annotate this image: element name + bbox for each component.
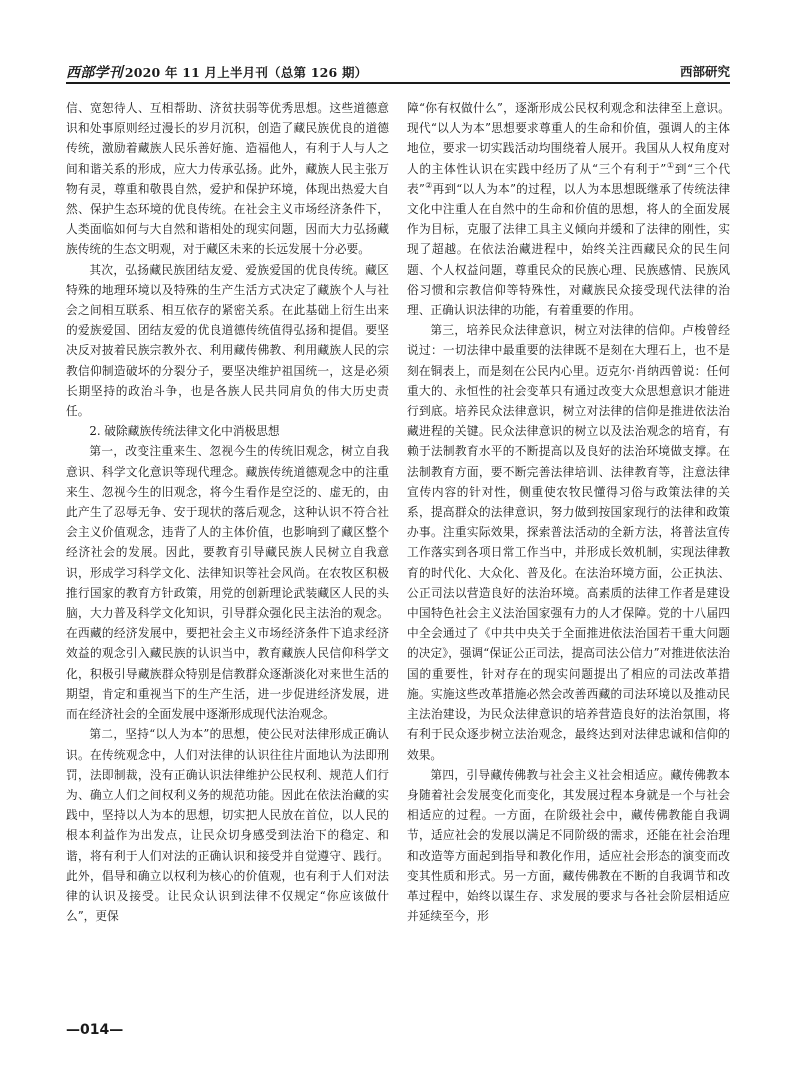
- left-paragraph-3: 第一，改变注重来生、忽视今生的传统旧观念，树立自我意识、科学文化意识等现代理念。藏族传统道德观念中的注重来生、忽视今生的旧观念，将今生看作是空泛的、虚无的，由此产生了忍辱无争、安于现状的落后观念，这种认识不符合社会主义价值观念，违背了人的主体价值，也影响到了藏区整个经济社会的发展。因此，要教育引导藏民族人民树立自我意识，形成学习科学文化、法律知识等社会风尚。在农牧区积极推行国家的教育方针政策，用党的创新理论武装藏区人民的头脑，大力普及科学文化知识，引导群众强化民主法治的观念。在西藏的经济发展中，要把社会主义市场经济条件下追求经济效益的观念引入藏民族的认识当中，教育藏族人民信仰科学文化，积极引导藏族群众特别是信教群众逐渐淡化对来世生活的期望，肯定和重视当下的生产生活，进一步促进经济发展，进而在经济社会的全面发展中逐渐形成现代法治观念。: [66, 444, 389, 722]
- footnote-ref-2[interactable]: ②: [424, 180, 433, 190]
- right-paragraph-3: 第四，引导藏传佛教与社会主义社会相适应。藏传佛教本身随着社会发展变化而变化，其发展过程本身就是一个与社会相适应的过程。一方面，在阶级社会中，藏传佛教能自我调节，适应社会的发展以满足不同阶级的需求，还能在社会治理和改造等方面起到指导和教化作用，适应社会形态的演变而改变其性质和形式。另一方面，藏传佛教在不断的自我调节和改革过程中，始终以谋生存、求发展的要求与各社会阶层相适应并延续至今，形: [407, 767, 730, 924]
- right-paragraph-1: [407, 98, 730, 320]
- right-column: [407, 98, 730, 926]
- section-title: 西部研究: [679, 64, 730, 79]
- page-number: —014—: [66, 1022, 124, 1038]
- left-paragraph-2: 其次，弘扬藏民族团结友爱、爱族爱国的优良传统。藏区特殊的地理环境以及特殊的生产生活方式决定了藏族个人与社会之间相互联系、相互依存的紧密关系。在此基础上衍生出来的爱族爱国、团结友爱的优良道德传统值得弘扬和提倡。要坚决反对披着民族宗教外衣、利用藏传佛教、利用藏族人民的宗教信仰制造破坏的分裂分子，要坚决维护祖国统一，这是必须长期坚持的政治斗争，也是各族人民共同肩负的伟大历史责任。: [66, 262, 389, 419]
- left-paragraph-1: 信、宽恕待人、互相帮助、济贫扶弱等优秀思想。这些道德意识和处事原则经过漫长的岁月沉积，创造了藏民族优良的道德传统，激励着藏族人民乐善好施、造福他人，有利于人与人之间和谐关系的形成，应大力传承弘扬。此外，藏族人民主张万物有灵，尊重和敬畏自然，爱护和保护环境，体现出热爱大自然、保护生态环境的优良传统。在社会主义市场经济条件下，人类面临如何与大自然和谐相处的现实问题，因而大力弘扬藏族传统的生态文明观，对于藏区未来的长远发展十分必要。: [66, 101, 389, 257]
- left-column: [66, 98, 389, 926]
- page-header: [66, 60, 730, 82]
- issue-info: 2020 年 11 月上半月刊（总第 126 期）: [124, 65, 368, 80]
- footnote-ref-1[interactable]: ①: [666, 160, 675, 170]
- left-paragraph-4: 第二，坚持“以人为本”的思想，使公民对法律形成正确认识。在传统观念中，人们对法律的认识往往片面地认为法即刑罚，法即制裁，没有正确认识法律维护公民权利、规范人们行为、确立人们之间权利义务的规范功能。因此在依法治藏的实践中，坚持以人为本的思想，切实把人民放在首位，以人民的根本利益作为出发点，让民众切身感受到法治下的稳定、和谐，将有利于人们对法的正确认识和接受并自觉遵守、践行。此外，倡导和确立以权利为核心的价值观，也有利于人们对法律的认识及接受。让民众认识到法律不仅规定“你应该做什么”，更保: [66, 727, 389, 924]
- journal-logo: 西部学刊: [66, 65, 123, 81]
- right-paragraph-2: 第三，培养民众法律意识，树立对法律的信仰。卢梭曾经说过：一切法律中最重要的法律既不是刻在大理石上，也不是刻在铜表上，而是刻在公民内心里。迈克尔·肖纳西曾说：任何重大的、永恒性的社会变革只有通过改变大众思想意识才能进行到底。培养民众法律意识，树立对法律的信仰是推进依法治藏进程的关键。民众法律意识的树立以及法治观念的培育，有赖于法制教育水平的不断提高以及良好的法治环境做支撑。在法制教育方面，要不断完善法律培训、法律教育等，注意法律宣传内容的针对性，侧重使农牧民懂得习俗与政策法律的关系，提高群众的法律意识，努力做到按国家现行的法律和政策办事。注重实际效果，探索普法活动的全新方法，将普法宣传工作落实到各项日常工作当中，并形成长效机制，实现法律教育的时代化、大众化、普及化。在法治环境方面，公正执法、公正司法以营造良好的法治环境。高素质的法律工作者是建设中国特色社会主义法治国家强有力的人才保障。党的十八届四中全会通过了《中共中央关于全面推进依法治国若干重大问题的决定》，强调“保证公正司法，提高司法公信力”对推进依法治国的重要性，针对存在的现实问题提出了相应的司法改革措施。实施这些改革措施必然会改善西藏的司法环境以及推动民主法治建设，为民众法律意识的培养营造良好的法治氛围，将有利于民众逐步树立法治观念，最终达到对法律忠诚和信仰的效果。: [407, 323, 730, 762]
- right-paragraph-1-part-a: 障“你有权做什么”，逐渐形成公民权利观念和法律至上意识。现代“以人为本”思想要求尊重人的生命和价值，强调人的主体地位，要求一切实践活动均围绕着人展开。我国从人权角度对人的主体性认识在实践中经历了从“三个有利于”: [407, 101, 730, 176]
- header-journal-info: [66, 62, 367, 82]
- header-rule: [66, 82, 730, 84]
- left-subheading: 2. 破除藏族传统法律文化中消极思想: [89, 424, 280, 439]
- right-paragraph-1-part-b: 到“三个代表”: [407, 161, 731, 196]
- right-paragraph-1-part-c: 再到“以人为本”的过程，以人为本思想既继承了传统法律文化中注重人在自然中的生命和价值的思想，将人的全面发展作为目标，克服了法律工具主义倾向并缓和了法律的刚性，实现了超越。在依法治藏进程中，始终关注西藏民众的民生问题、个人权益问题，尊重民众的民族心理、民族感情、民族风俗习惯和宗教信仰等特殊性，对藏族民众接受现代法律的治理、正确认识法律的功能，有着重要的作用。: [407, 181, 731, 318]
